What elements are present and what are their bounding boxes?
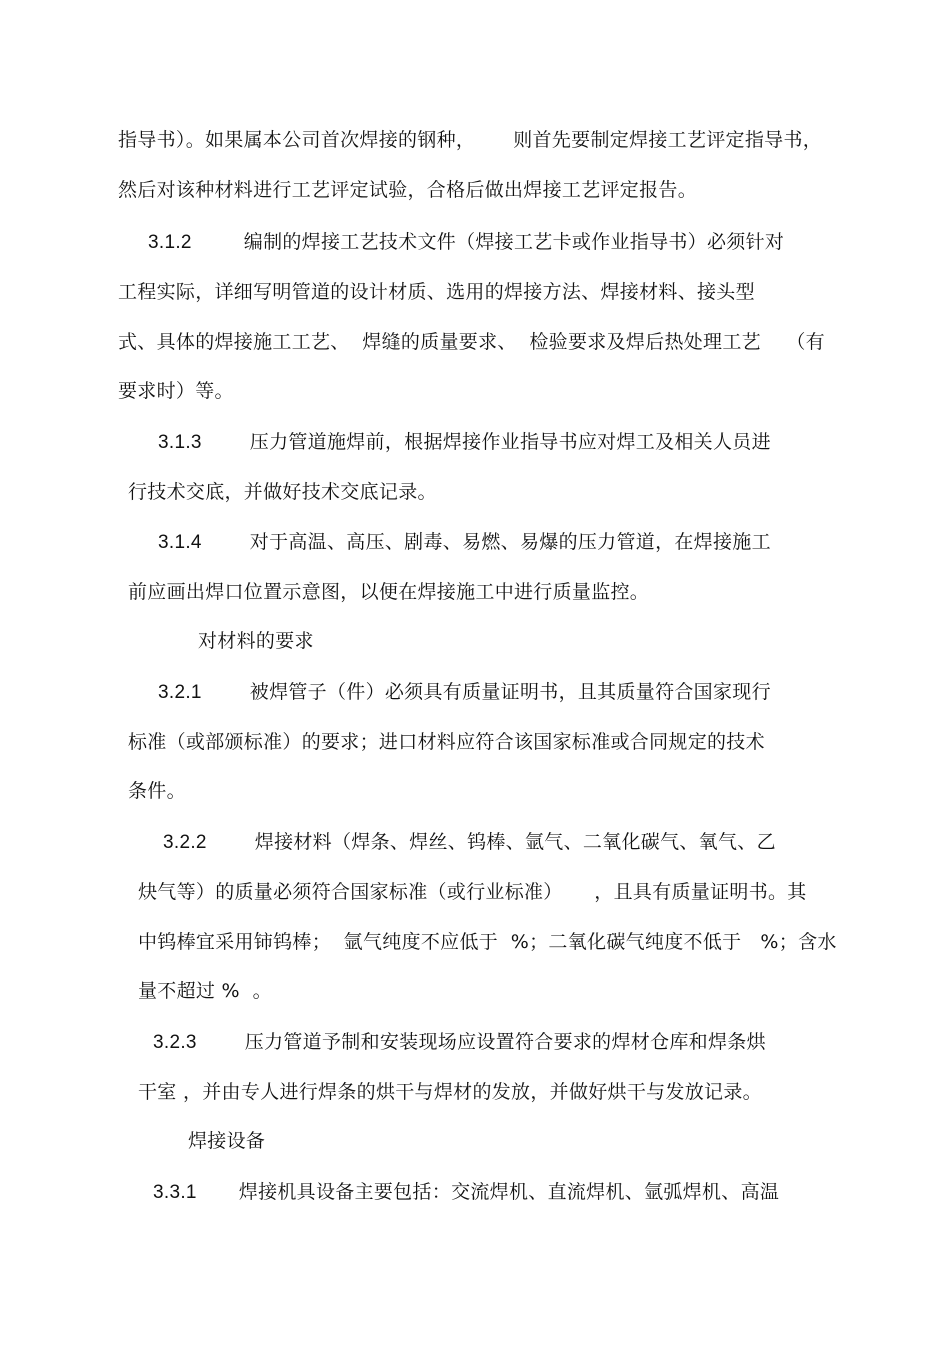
section-number: 3.2.1 — [158, 682, 202, 703]
text-line-14: 条件。 — [128, 780, 186, 802]
section-number: 3.1.4 — [158, 532, 202, 553]
section-3-3-1: 3.3.1 焊接机具设备主要包括：交流焊机、直流焊机、氩弧焊机、高温 — [153, 1181, 780, 1203]
section-number: 3.2.3 — [153, 1032, 197, 1053]
text-line-6: 要求时）等。 — [118, 380, 234, 402]
section-number: 3.1.3 — [158, 432, 202, 453]
text-line-10: 前应画出焊口位置示意图，以便在焊接施工中进行质量监控。 — [128, 581, 650, 603]
text-line-17: 中钨棒宜采用铈钨棒； 氩气纯度不应低于 %；二氧化碳气纯度不低于 %；含水 — [138, 931, 837, 953]
section-number: 3.3.1 — [153, 1182, 197, 1203]
subheading-welding-equipment: 焊接设备 — [188, 1130, 266, 1152]
text-line-2: 然后对该种材料进行工艺评定试验，合格后做出焊接工艺评定报告。 — [118, 179, 698, 201]
text-line-20: 干室 ，并由专人进行焊条的烘干与焊材的发放，并做好烘干与发放记录。 — [138, 1081, 762, 1103]
section-3-2-1: 3.2.1 被焊管子（件）必须具有质量证明书，且其质量符合国家现行 — [158, 681, 771, 703]
text-line-16: 炔气等）的质量必须符合国家标准（或行业标准） ，且具有质量证明书。其 — [138, 881, 807, 903]
subheading-material-requirements: 对材料的要求 — [198, 630, 314, 652]
text-line-13: 标准（或部颁标准）的要求；进口材料应符合该国家标准或合同规定的技术 — [128, 731, 765, 753]
section-3-1-2: 3.1.2 编制的焊接工艺技术文件（焊接工艺卡或作业指导书）必须针对 — [148, 231, 785, 253]
section-3-1-4: 3.1.4 对于高温、高压、剧毒、易燃、易爆的压力管道，在焊接施工 — [158, 531, 771, 553]
text-line-8: 行技术交底，并做好技术交底记录。 — [128, 481, 437, 503]
text-line-5: 式、具体的焊接施工工艺、 焊缝的质量要求、 检验要求及焊后热处理工艺 （有 — [118, 331, 825, 353]
text-line-4: 工程实际，详细写明管道的设计材质、选用的焊接方法、焊接材料、接头型 — [118, 281, 755, 303]
text-line-1: 指导书）。如果属本公司首次焊接的钢种， 则首先要制定焊接工艺评定指导书， — [118, 129, 823, 151]
section-3-1-3: 3.1.3 压力管道施焊前，根据焊接作业指导书应对焊工及相关人员进 — [158, 431, 771, 453]
text-line-18: 量不超过 % 。 — [138, 980, 272, 1002]
section-3-2-2: 3.2.2 焊接材料（焊条、焊丝、钨棒、氩气、二氧化碳气、氧气、乙 — [163, 831, 776, 853]
section-3-2-3: 3.2.3 压力管道予制和安装现场应设置符合要求的焊材仓库和焊条烘 — [153, 1031, 766, 1053]
section-number: 3.1.2 — [148, 232, 192, 253]
section-number: 3.2.2 — [163, 832, 207, 853]
